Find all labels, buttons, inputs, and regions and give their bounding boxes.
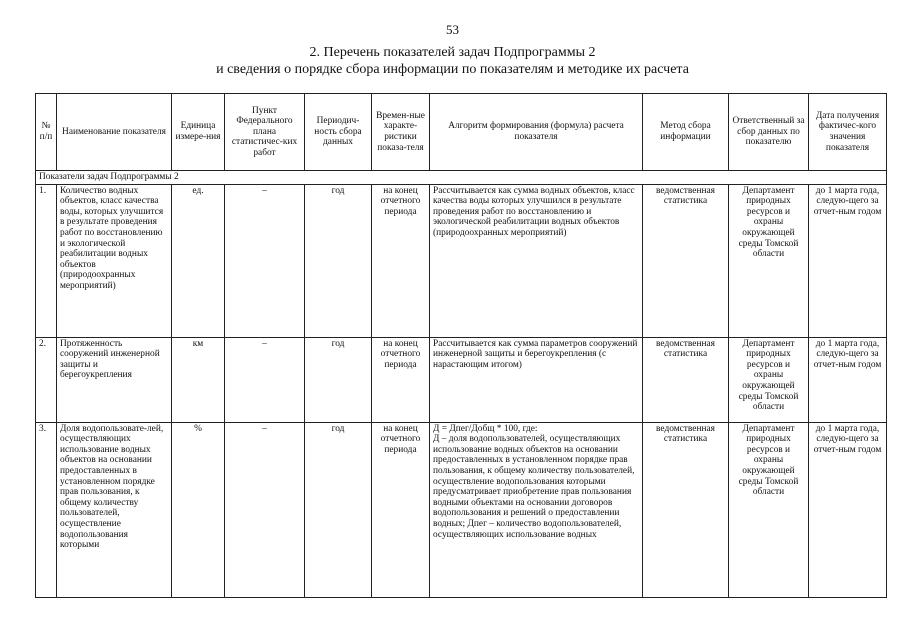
cell-method: ведомственная статистика <box>643 184 729 337</box>
cell-algorithm <box>430 422 643 597</box>
table-row <box>36 422 887 597</box>
algorithm-formula: Д = Дпег/Добщ * 100, где: <box>433 423 538 434</box>
table-row <box>36 184 887 337</box>
header-unit: Единица измере-ния <box>172 94 225 171</box>
title-line-1: 2. Перечень показателей задач Подпрограммы 2 <box>309 45 596 60</box>
header-algorithm: Алгоритм формирования (формула) расчета показателя <box>430 94 643 171</box>
cell-name: Протяженность сооружений инженерной защиты и берегоукрепления <box>57 337 172 422</box>
cell-algorithm: Рассчитывается как сумма параметров сооружений инженерной защиты и берегоукрепления (с нарастающим итогом) <box>430 337 643 422</box>
cell-num: 3. <box>36 422 57 597</box>
algorithm-text: Д – доля водопользователей, осуществляющих использование водных объектов на основании предоставленных в установленном порядке прав пользования, к общему количеству пользователей, осуществление водопользования которыми предусматривает приобретение прав пользования водными объектами на основании договоров водопользования и решений о предоставлении водных; Дпег – количество водопользователей, осуществляющих использование водных <box>433 434 635 540</box>
cell-plan: – <box>225 184 305 337</box>
cell-method: ведомственная статистика <box>643 422 729 597</box>
cell-responsible: Департамент природных ресурсов и охраны окружающей среды Томской области <box>729 184 809 337</box>
header-method: Метод сбора информации <box>643 94 729 171</box>
cell-unit: ед. <box>172 184 225 337</box>
cell-unit: % <box>172 422 225 597</box>
cell-responsible: Департамент природных ресурсов и охраны окружающей среды Томской области <box>729 422 809 597</box>
section-label: Показатели задач Подпрограммы 2 <box>36 171 887 185</box>
cell-plan: – <box>225 337 305 422</box>
cell-responsible: Департамент природных ресурсов и охраны окружающей среды Томской области <box>729 337 809 422</box>
section-row <box>36 171 887 185</box>
header-num: № п/п <box>36 94 57 171</box>
cell-period: год <box>305 184 372 337</box>
cell-num: 2. <box>36 337 57 422</box>
cell-date: до 1 марта года, следую-щего за отчет-ным годом <box>809 337 887 422</box>
header-period: Периодич-ность сбора данных <box>305 94 372 171</box>
header-name: Наименование показателя <box>57 94 172 171</box>
cell-time: на конец отчетного периода <box>372 184 430 337</box>
cell-name: Доля водопользовате-лей, осуществляющих использование водных объектов на основании предоставленных в установленном порядке прав пользования, к общему количеству пользователей, осуществление водопользования которыми <box>57 422 172 597</box>
header-row <box>36 94 887 171</box>
cell-plan: – <box>225 422 305 597</box>
cell-date: до 1 марта года, следую-щего за отчет-ным годом <box>809 184 887 337</box>
table-row <box>36 337 887 422</box>
header-time: Времен-ные характе-ристики показа-теля <box>372 94 430 171</box>
document-title <box>0 44 905 78</box>
cell-date: до 1 марта года, следую-щего за отчет-ным годом <box>809 422 887 597</box>
cell-unit: км <box>172 337 225 422</box>
cell-algorithm: Рассчитывается как сумма водных объектов, класс качества воды которых улучшился в результате проведения работ по восстановлению и экологической реабилитации водных объектов (природоохранных мероприятий) <box>430 184 643 337</box>
cell-period: год <box>305 422 372 597</box>
title-line-2: и сведения о порядке сбора информации по показателям и методике их расчета <box>216 62 689 77</box>
cell-time: на конец отчетного периода <box>372 422 430 597</box>
cell-name: Количество водных объектов, класс качества воды, которых улучшится в результате проведения работ по восстановлению и экологической реабилитации водных объектов (природоохранных мероприятий) <box>57 184 172 337</box>
indicators-table <box>35 93 887 598</box>
cell-method: ведомственная статистика <box>643 337 729 422</box>
header-date: Дата получения фактичес-кого значения показателя <box>809 94 887 171</box>
page-number: 53 <box>446 22 459 37</box>
header-responsible: Ответственный за сбор данных по показателю <box>729 94 809 171</box>
cell-time: на конец отчетного периода <box>372 337 430 422</box>
cell-period: год <box>305 337 372 422</box>
header-plan: Пункт Федерального плана статистичес-ких работ <box>225 94 305 171</box>
cell-num: 1. <box>36 184 57 337</box>
